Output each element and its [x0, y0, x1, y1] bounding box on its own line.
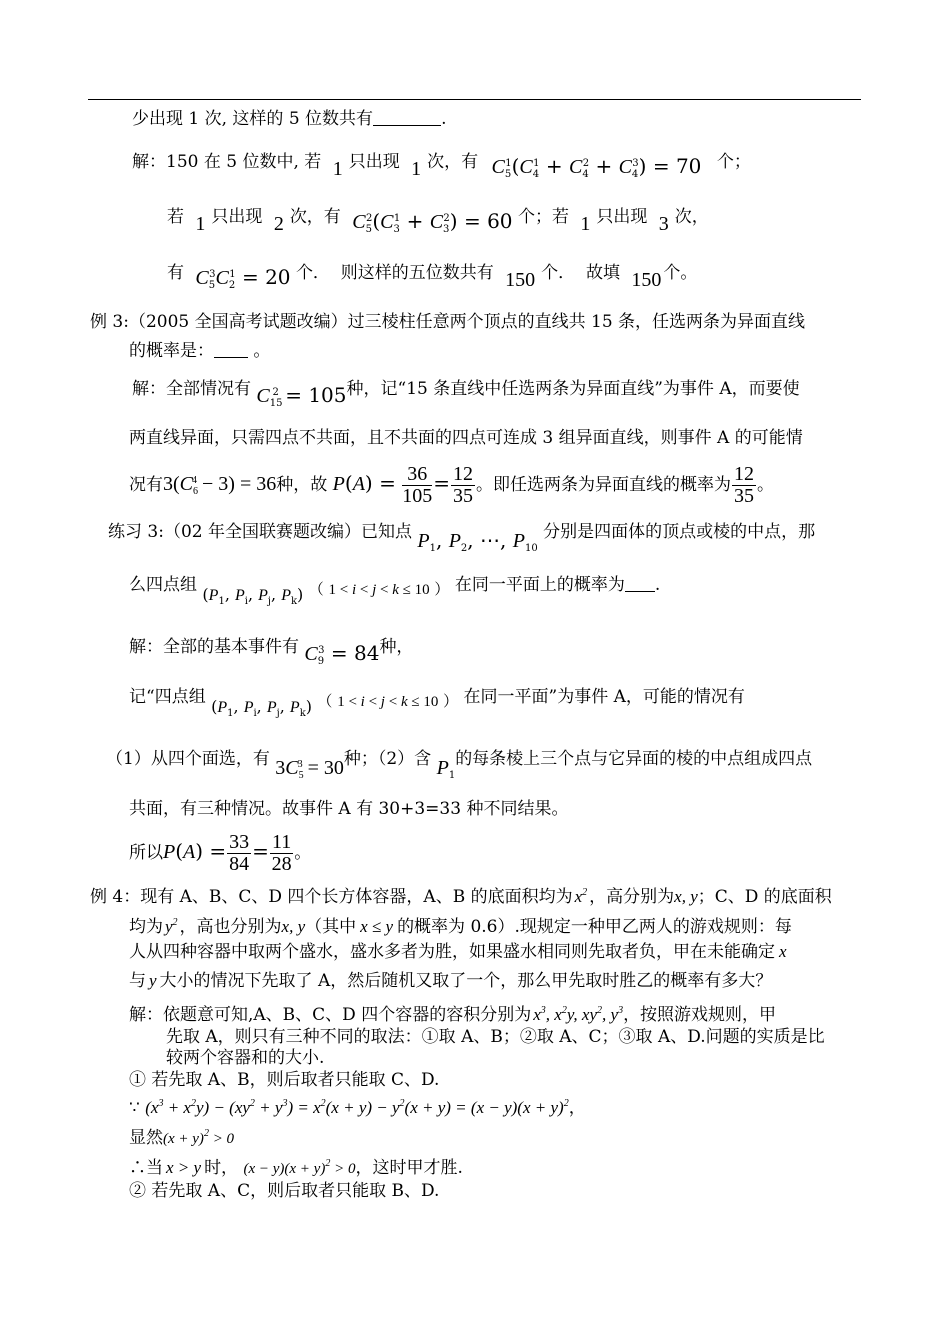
text-line: 解：全部的基本事件有 $C_9^3 = 84$种，: [129, 637, 414, 667]
text-line: 的概率是： 。: [129, 341, 271, 361]
combination-formula: $C_5^2(C_3^1 + C_3^2) = 60$: [352, 209, 513, 235]
text-line: 较两个容器和的大小.: [166, 1048, 325, 1068]
text-line: 与 y 大小的情况下先取了 A，然后随机又取了一个，那么甲先取时胜乙的概率有多大？: [129, 971, 773, 991]
text-line: 解：依题意可知,A、B、C、D 四个容器的容积分别为 $x^3$, $x^2y$, $xy^2$, $y^3$，按照游戏规则，甲: [129, 1005, 777, 1025]
text-line: 有 $C_5^3C_2^1 = 20$ 个． 则这样的五位数共有 150 个． 故填 150 个。: [167, 263, 698, 291]
text-line: 解：全部情况有 $C_{15}^2 = 105$种，记“15 条直线中任选两条为异面直线”为事件 A，而要使: [132, 379, 800, 409]
text-line: 记“四点组 ($P_1$, $P_i$, $P_j$, $P_k$) （ 1 < i < j < k ≤ 10 ） 在同一平面”为事件 A，可能的情况有: [129, 687, 745, 719]
text-line: 若 1 只出现 2 次，有 $C_5^2(C_3^1 + C_3^2) = 60$ 个；若 1 只出现 3 次，: [167, 207, 709, 235]
text-line: ② 若先取 A、C，则后取者只能取 B、D.: [129, 1181, 440, 1201]
combination-formula: $C_5^1(C_4^1 + C_4^2 + C_4^3) = 70$: [491, 154, 702, 180]
answer-blank: [625, 575, 655, 592]
text-line: ∴当 x > y 时， $(x - y)(x + y)^2 > 0$，这时甲才胜.: [129, 1158, 463, 1178]
answer-blank: [214, 341, 248, 358]
algebra-expression: $(x^3 + x^2y) - (xy^2 + y^3) = x^2(x + y) - y^2(x + y) = (x - y)(x + y)^2$: [145, 1098, 569, 1117]
practice-3-title: 练习 3:（02 年全国联赛题改编）已知点 $P_1$, $P_2$, ⋯, $P_{10}$ 分别是四面体的顶点或棱的中点，那: [108, 522, 816, 554]
text-line: ① 若先取 A、B，则后取者只能取 C、D.: [129, 1070, 440, 1090]
answer-blank: [373, 109, 441, 126]
text-line: 显然$(x + y)^2 > 0$: [129, 1128, 235, 1148]
text-line: 所以P(A) = $\frac{33}{84}$ = $\frac{11}{28}$ 。: [129, 831, 312, 875]
text-line: 共面，有三种情况。故事件 A 有 30+3=33 种不同结果。: [129, 799, 569, 819]
example-4-title: 例 4：现有 A、B、C、D 四个长方体容器，A、B 的底面积均为 $x^2$ ，高分别为x, y；C、D 的底面积: [90, 887, 832, 907]
example-3-title: 例 3:（2005 全国高考试题改编）过三棱柱任意两个顶点的直线共 15 条，任选两条为异面直线: [90, 312, 806, 332]
text-line: 先取 A，则只有三种不同的取法：①取 A、B；②取 A、C；③取 A、D.问题的实质是比: [166, 1027, 825, 1047]
text-line: 况有$3(C_6^4 - 3) = 36$种，故 P(A) = $\frac{36}{105}$ = $\frac{12}{35}$ 。即任选两条为异面直线的概率为 $\frac{12}{35}$ 。: [129, 463, 774, 507]
combination-formula: $C_5^3C_2^1 = 20$: [195, 265, 291, 291]
header-rule: [88, 99, 861, 100]
text-line: 么四点组 ($P_1$, $P_i$, $P_j$, $P_k$) （ 1 < i < j < k ≤ 10 ） 在同一平面上的概率为 .: [129, 575, 661, 607]
text-line: 少出现 1 次, 这样的 5 位数共有 .: [132, 109, 447, 129]
text-line: （1）从四个面选，有 $3C_5^3 = 30$种；（2）含 $P_1$的每条棱上三个点与它异面的棱的中点组成四点: [106, 749, 813, 781]
text-line: 人从四种容器中取两个盛水，盛水多者为胜，如果盛水相同则先取者负，甲在未能确定 x: [129, 942, 787, 962]
text-line: ∵ $(x^3 + x^2y) - (xy^2 + y^3) = x^2(x + y) - y^2(x + y) = (x - y)(x + y)^2$，: [129, 1098, 586, 1118]
text-line: 解：150 在 5 位数中, 若 1 只出现 1 次，有 $C_5^1(C_4^1 + C_4^2 + C_4^3) = 70$ 个；: [132, 152, 751, 180]
text-line: 两直线异面，只需四点不共面，且不共面的四点可连成 3 组异面直线，则事件 A 的可能情: [129, 428, 803, 448]
text-line: 均为 $y^2$ ，高也分别为x, y（其中 x ≤ y 的概率为 0.6）.现规定一种甲乙两人的游戏规则：每: [129, 917, 792, 937]
